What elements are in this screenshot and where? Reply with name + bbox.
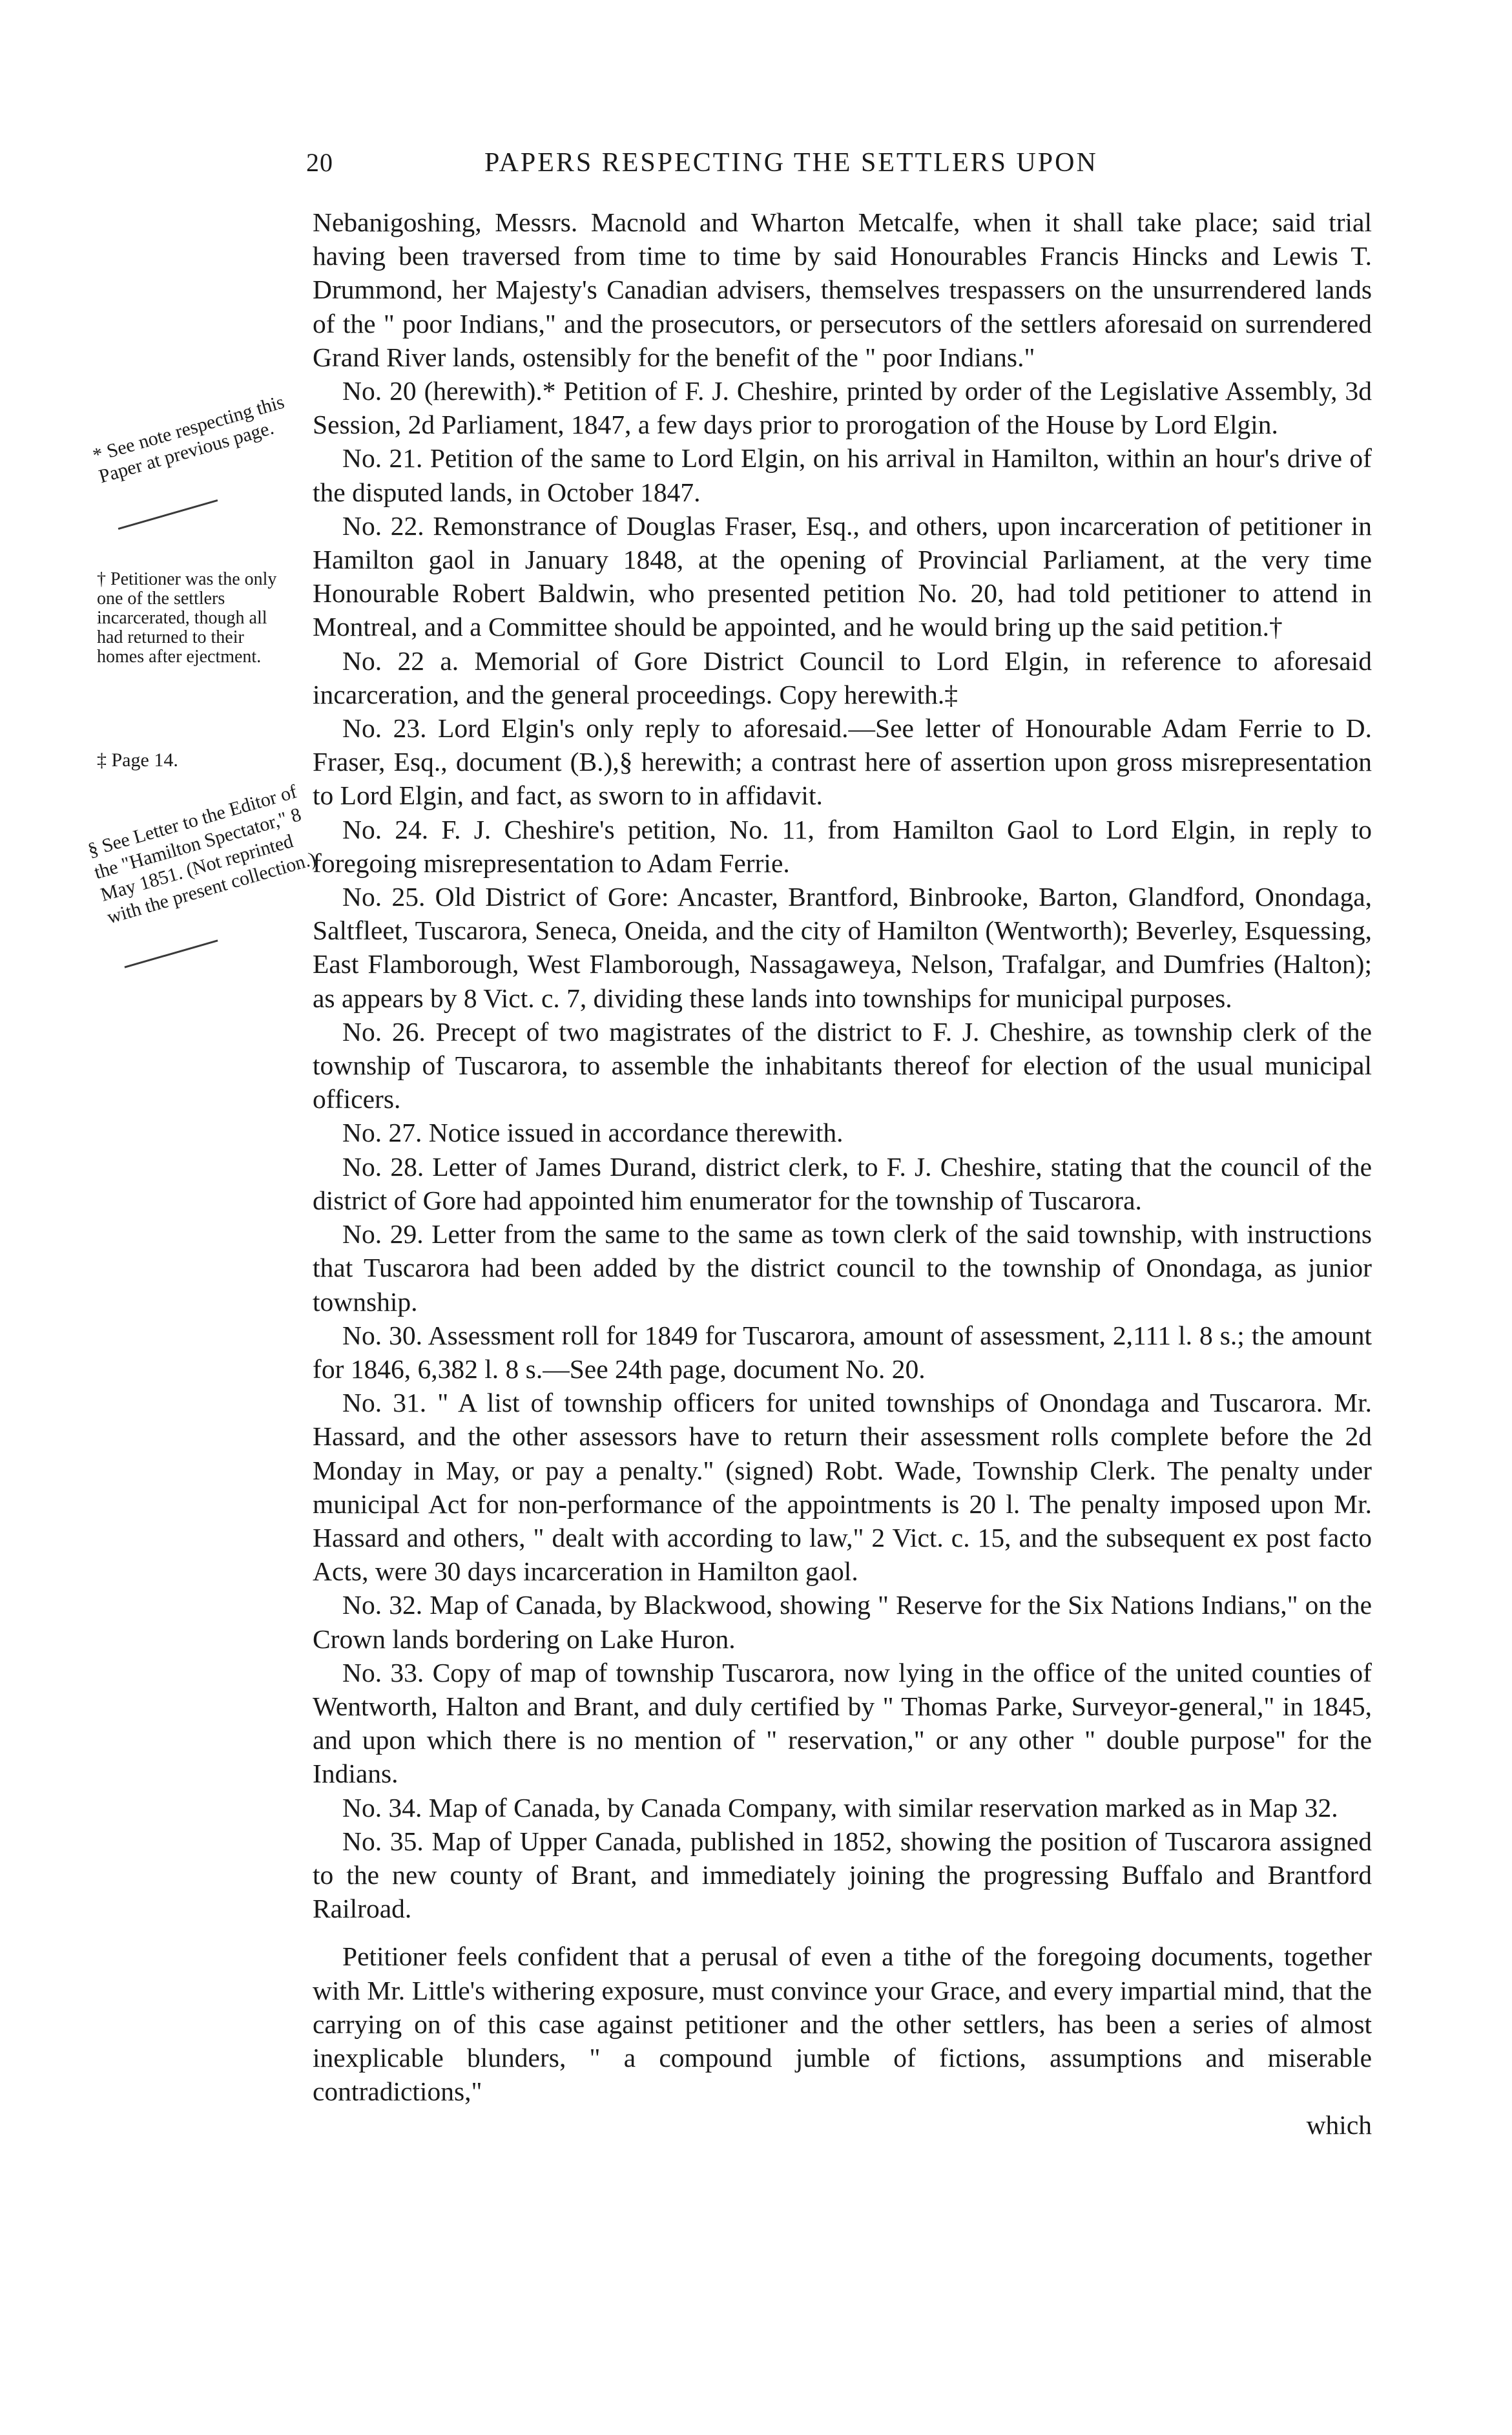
margin-note-1: * See note respecting this Paper at previous page. [90, 391, 287, 488]
running-head: PAPERS RESPECTING THE SETTLERS UPON [484, 148, 1098, 178]
margin-note-underline [124, 939, 218, 968]
paragraph-item-33: No. 33. Copy of map of township Tuscarora, now lying in the office of the united counties of Wentworth, Halton and Brant, and duly certified by " Thomas Parke, Surveyor-general," in 1845, and upon which there is no mention of " reservation," or any other " double purpose" for the Indians. [313, 1657, 1372, 1789]
paragraph-item-32: No. 32. Map of Canada, by Blackwood, showing " Reserve for the Six Nations Indians," on the Crown lands bordering on Lake Huron. [313, 1590, 1372, 1654]
paragraph-item-27: No. 27. Notice issued in accordance therewith. [342, 1118, 844, 1148]
paragraph-item-20: No. 20 (herewith).* Petition of F. J. Cheshire, printed by order of the Legislative Assembly, 3d Session, 2d Parliament, 1847, a few days prior to prorogation of the House by Lord Elgin. [313, 376, 1372, 440]
paragraph-item-29: No. 29. Letter from the same to the same as town clerk of the said township, with instructions that Tuscarora had been added by the district council to the township of Onondaga, as junior township. [313, 1219, 1372, 1317]
catchword: which [1306, 2110, 1372, 2140]
paragraph-item-31: No. 31. " A list of township officers for united townships of Onondaga and Tuscarora. Mr. Hassard, and the other assessors have to return their assessment rolls complete before the 2d Monday in May, or pay a penalty." (signed) Robt. Wade, Township Clerk. The penalty under municipal Act for non-performance of the appointments is 20 l. The penalty imposed upon Mr. Hassard and others, " dealt with according to law," 2 Vict. c. 15, and the subsequent ex post facto Acts, were 30 days incarceration in Hamilton gaol. [313, 1388, 1372, 1587]
paragraph-item-24: No. 24. F. J. Cheshire's petition, No. 11, from Hamilton Gaol to Lord Elgin, in reply to foregoing misrepresentation to Adam Ferrie. [313, 814, 1372, 878]
paragraph-item-26: No. 26. Precept of two magistrates of the district to F. J. Cheshire, as township clerk of the township of Tuscarora, to assemble the inhabitants thereof for election of the usual municipal officers. [313, 1016, 1372, 1114]
paragraph-item-25: No. 25. Old District of Gore: Ancaster, Brantford, Binbrooke, Barton, Glandford, Onondaga, Saltfleet, Tuscarora, Seneca, Oneida, and the city of Hamilton (Wentworth); Beverley, Esquessing, East Flamborough, West Flamborough, Nassagaweya, Nelson, Trafalgar, and Dumfries (Halton); as appears by 8 Vict. c. 7, dividing these lands into townships for municipal purposes. [313, 882, 1372, 1013]
page-number: 20 [306, 148, 333, 177]
paragraph-item-22: No. 22. Remonstrance of Douglas Fraser, Esq., and others, upon incarceration of petitioner in Hamilton gaol in January 1848, at the opening of Provincial Parliament, at the very time Honourable Robert Baldwin, who presented petition No. 20, had told petitioner to attend in Montreal, and a Committee should be appointed, and he would bring up the said petition.† [313, 510, 1372, 642]
paragraph-conclusion: Petitioner feels confident that a perusal of even a tithe of the foregoing documents, together with Mr. Little's withering exposure, must convince your Grace, and every impartial mind, that the carrying on of this case against petitioner and the other settlers, has been a series of almost inexplicable blunders, " a compound jumble of fictions, assumptions and miserable contradictions," [313, 1941, 1372, 2107]
paragraph-item-30: No. 30. Assessment roll for 1849 for Tuscarora, amount of assessment, 2,111 l. 8 s.; the amount for 1846, 6,382 l. 8 s.—See 24th page, document No. 20. [313, 1320, 1372, 1384]
paragraph-item-35: No. 35. Map of Upper Canada, published in 1852, showing the position of Tuscarora assigned to the new county of Brant, and immediately joining the progressing Buffalo and Brantford Railroad. [313, 1826, 1372, 1924]
margin-note-3: ‡ Page 14. [97, 749, 178, 771]
paragraph-item-34: No. 34. Map of Canada, by Canada Company, with similar reservation marked as in Map 32. [342, 1792, 1338, 1823]
paragraph-item-23: No. 23. Lord Elgin's only reply to aforesaid.—See letter of Honourable Adam Ferrie to D. Fraser, Esq., document (B.),§ herewith; a contrast here of assertion upon gross misrepresentation to Lord Elgin, and fact, as sworn to in affidavit. [313, 713, 1372, 811]
margin-note-4: § See Letter to the Editor of the "Hamilton Spectator," 8 May 1851. (Not reprinted with the present collection.) [85, 780, 319, 928]
paragraph-item-28: No. 28. Letter of James Durand, district clerk, to F. J. Cheshire, stating that the council of the district of Gore had appointed him enumerator for the township of Tuscarora. [313, 1151, 1372, 1215]
margin-note-underline [118, 499, 218, 530]
paragraph-continuation: Nebanigoshing, Messrs. Macnold and Wharton Metcalfe, when it shall take place; said trial having been traversed from time to time by said Honourables Francis Hincks and Lewis T. Drummond, her Majesty's Canadian advisers, themselves trespassers on the unsurrendered lands of the " poor Indians," and the prosecutors, or persecutors of the settlers aforesaid on surrendered Grand River lands, ostensibly for the benefit of the " poor Indians." [313, 207, 1372, 372]
margin-note-2: † Petitioner was the only one of the settlers incarcerated, though all had returned to their homes after ejectment. [97, 569, 277, 667]
paragraph-item-21: No. 21. Petition of the same to Lord Elgin, on his arrival in Hamilton, within an hour's drive of the disputed lands, in October 1847. [313, 443, 1372, 507]
body-text [313, 205, 1372, 2142]
paragraph-item-22a: No. 22 a. Memorial of Gore District Council to Lord Elgin, in reference to aforesaid incarceration, and the general proceedings. Copy herewith.‡ [313, 645, 1372, 709]
